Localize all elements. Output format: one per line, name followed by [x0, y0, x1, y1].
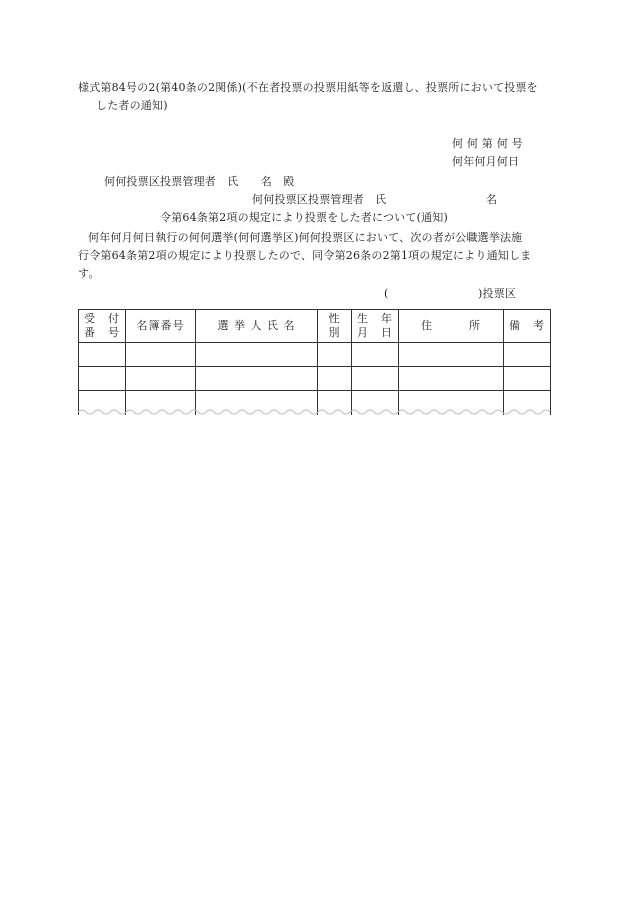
header-remarks: 備 考	[504, 310, 551, 343]
voter-register-table	[78, 309, 551, 415]
header-sex: 性 別	[318, 310, 352, 343]
addressee: 何何投票区投票管理者 氏 名 殿	[104, 175, 295, 188]
body-line2: 行令第64条第2項の規定により投票したので、同令第26条の2第1項の規定により通知しま	[78, 249, 532, 262]
header-birth-date: 生 年 月 日	[352, 310, 399, 343]
table-cell	[318, 367, 352, 391]
document-date: 何年何月何日	[452, 155, 520, 168]
district-label: )投票区	[478, 287, 517, 300]
table-cell	[126, 343, 196, 367]
document-number: 何 何 第 何 号	[452, 137, 523, 150]
sender-name-end: 名	[486, 193, 498, 206]
form-title-line1: 様式第84号の2(第40条の2関係)(不在者投票の投票用紙等を返還し、投票所において投票を	[78, 81, 538, 94]
header-voter-name: 選 挙 人 氏 名	[196, 310, 318, 343]
table-cell	[504, 343, 551, 367]
table-cell	[318, 343, 352, 367]
torn-edge-divider	[78, 408, 550, 416]
table-cell	[196, 343, 318, 367]
header-address: 住 所	[399, 310, 504, 343]
form-title-line2: した者の通知)	[96, 99, 168, 112]
table-row	[79, 367, 551, 391]
table-cell	[352, 343, 399, 367]
table-row	[79, 343, 551, 367]
table-cell	[504, 367, 551, 391]
header-register-number: 名簿番号	[126, 310, 196, 343]
table-cell	[79, 343, 126, 367]
table-cell	[79, 367, 126, 391]
sender-title: 何何投票区投票管理者 氏	[252, 193, 387, 206]
table-cell	[399, 367, 504, 391]
table-cell	[352, 367, 399, 391]
district-open-paren: (	[384, 287, 389, 300]
table-header-row	[79, 310, 551, 343]
body-line1: 何年何月何日執行の何何選挙(何何選挙区)何何投票区において、次の者が公職選挙法施	[88, 231, 523, 244]
notice-subject: 令第64条第2項の規定により投票をした者について(通知)	[160, 211, 448, 224]
table-cell	[399, 343, 504, 367]
table-cell	[126, 367, 196, 391]
table-cell	[196, 367, 318, 391]
body-line3: す。	[78, 267, 100, 280]
header-receipt-number: 受 付 番 号	[79, 310, 126, 343]
